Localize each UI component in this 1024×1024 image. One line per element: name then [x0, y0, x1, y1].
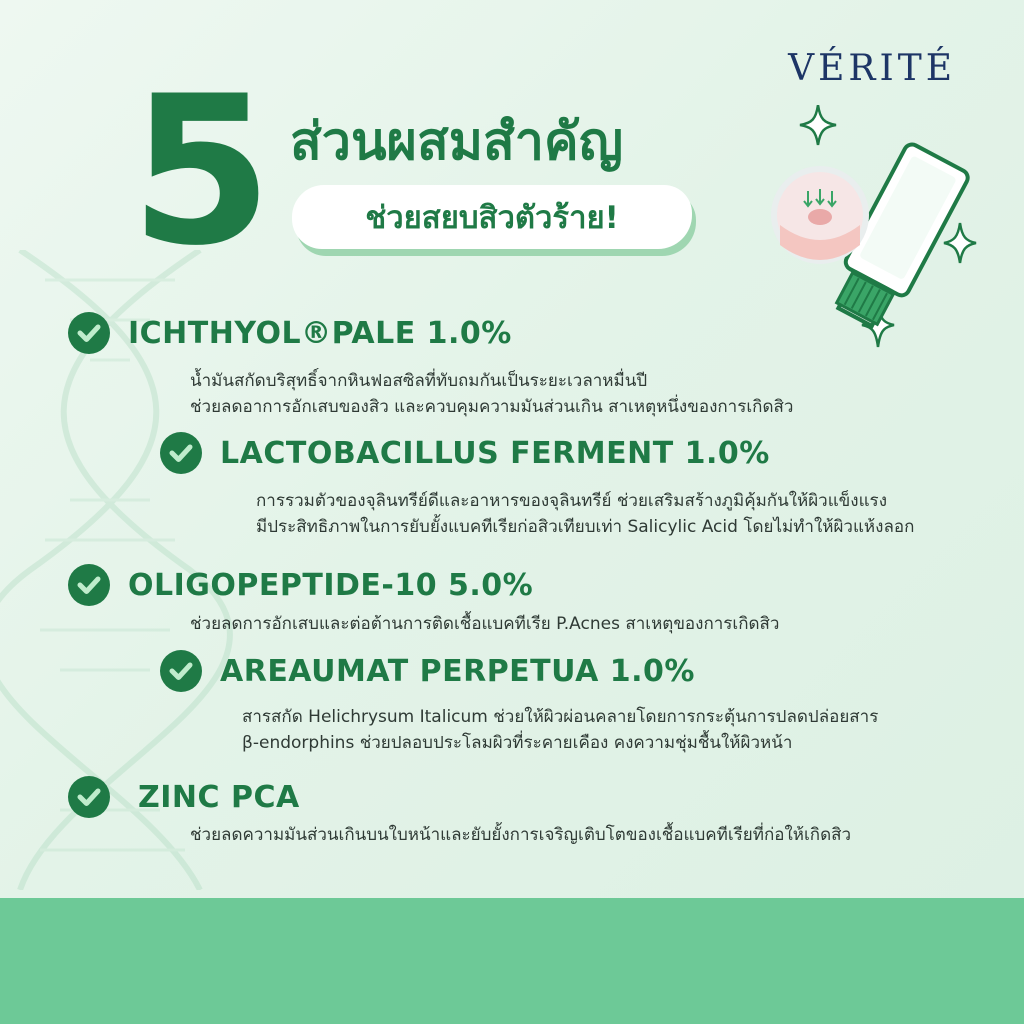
bottom-band [0, 898, 1024, 1024]
description-line: มีประสิทธิภาพในการยับยั้งแบคทีเรียก่อสิวเทียบเท่า Salicylic Acid โดยไม่ทำให้ผิวแห้งลอก [256, 517, 915, 537]
cream-tube-icon [770, 105, 990, 365]
check-circle-icon [68, 776, 110, 818]
page-title: ส่วนผสมสำคัญ [290, 112, 623, 172]
ingredient-description [190, 368, 793, 420]
ingredient-oligopeptide [68, 564, 533, 606]
description-line: ช่วยลดอาการอักเสบของสิว และควบคุมความมันส่วนเกิน สาเหตุหนึ่งของการเกิดสิว [190, 397, 794, 417]
description-line: น้ำมันสกัดบริสุทธิ์จากหินฟอสซิลที่ทับถมกันเป็นระยะเวลาหมื่นปี [190, 371, 648, 391]
ingredient-name: ZINC PCA [138, 779, 300, 815]
check-circle-icon [160, 432, 202, 474]
check-circle-icon [68, 312, 110, 354]
headline-number: 5 [130, 53, 273, 291]
description-line: β-endorphins ช่วยปลอบประโลมผิวที่ระคายเคือง คงความชุ่มชื้นให้ผิวหน้า [242, 733, 793, 753]
ingredient-name: AREAUMAT PERPETUA 1.0% [220, 653, 695, 689]
description-line: สารสกัด Helichrysum Italicum ช่วยให้ผิวผ่อนคลายโดยการกระตุ้นการปลดปล่อยสาร [242, 707, 879, 727]
description-line: การรวมตัวของจุลินทรีย์ดีและอาหารของจุลินทรีย์ ช่วยเสริมสร้างภูมิคุ้มกันให้ผิวแข็งแรง [256, 491, 887, 511]
ingredient-name: ICHTHYOL®PALE 1.0% [128, 315, 512, 351]
ingredient-description [242, 704, 878, 756]
check-circle-icon [68, 564, 110, 606]
description-line: ช่วยลดการอักเสบและต่อต้านการติดเชื้อแบคทีเรีย P.Acnes สาเหตุของการเกิดสิว [190, 614, 780, 634]
ingredient-areaumat [160, 650, 695, 692]
description-line: ช่วยลดความมันส่วนเกินบนใบหน้าและยับยั้งการเจริญเติบโตของเชื้อแบคทีเรียที่ก่อให้เกิดสิว [190, 825, 852, 845]
ingredient-description [256, 488, 914, 540]
brand-logo: VÉRITÉ [788, 48, 956, 89]
ingredient-zinc-pca [68, 776, 300, 818]
lips-icon [774, 169, 866, 261]
subtitle-pill [292, 185, 692, 249]
ingredient-name: OLIGOPEPTIDE-10 5.0% [128, 567, 534, 603]
ingredient-description [190, 611, 779, 637]
subtitle: ช่วยสยบสิวตัวร้าย! [365, 200, 619, 236]
ingredient-name: LACTOBACILLUS FERMENT 1.0% [220, 435, 770, 471]
sparkle-icon [944, 223, 976, 263]
sparkle-icon [800, 105, 836, 145]
ingredient-description [190, 822, 851, 848]
ingredient-lactobacillus [160, 432, 770, 474]
ingredient-ichthyol [68, 312, 512, 354]
check-circle-icon [160, 650, 202, 692]
